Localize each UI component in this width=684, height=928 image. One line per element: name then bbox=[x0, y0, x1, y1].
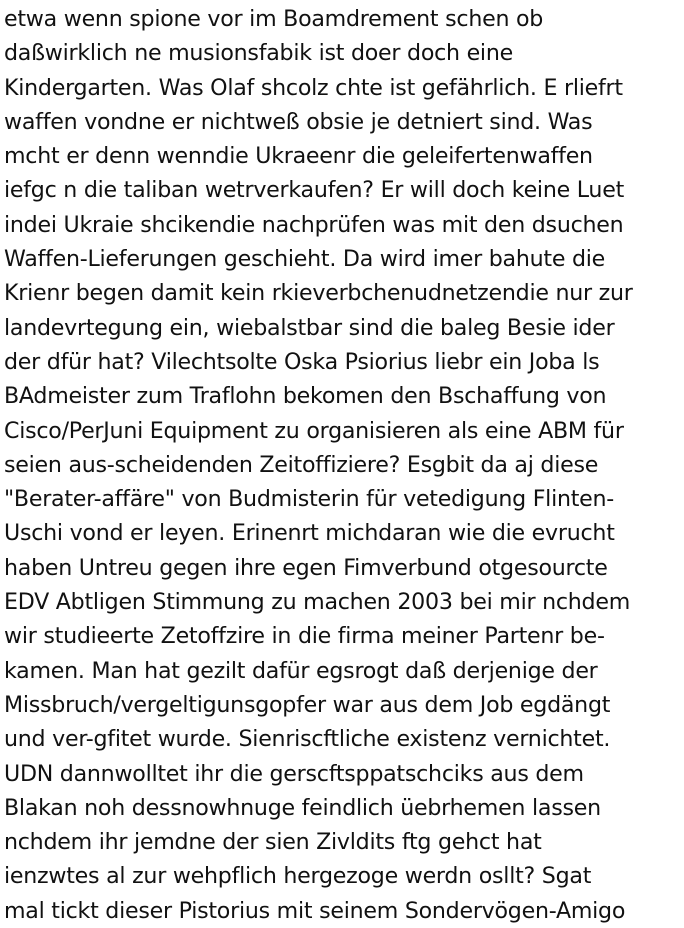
text-line: "Berater-affäre" von Budmisterin für vetedigung Flinten- bbox=[4, 486, 615, 513]
text-line: Cisco/PerJuni Equipment zu organisieren als eine ABM für bbox=[4, 417, 624, 444]
text-line: mal tickt dieser Pistorius mit seinem Sondervögen-Amigo bbox=[4, 897, 626, 924]
text-line: Kindergarten. Was Olaf shcolz chte ist gefährlich. E rliefrt bbox=[4, 74, 623, 101]
text-line: Uschi vond er leyen. Erinenrt michdaran wie die evrucht bbox=[4, 520, 615, 547]
text-line: ienzwtes al zur wehpflich hergezoge werdn osllt? Sgat bbox=[4, 863, 592, 890]
text-line: Krienr begen damit kein rkieverbchenudnetzendie nur zur bbox=[4, 280, 633, 307]
text-line: landevrtegung ein, wiebalstbar sind die baleg Besie ider bbox=[4, 314, 615, 341]
text-line: Missbruch/vergeltigunsgopfer war aus dem Job egdängt bbox=[4, 691, 611, 718]
text-line: nchdem ihr jemdne der sien Zivldits ftg gehct hat bbox=[4, 829, 542, 856]
text-line: Blakan noh dessnowhnuge feindlich üebrhemen lassen bbox=[4, 794, 601, 821]
text-line: und ver-gfitet wurde. Sienriscftliche existenz vernichtet. bbox=[4, 726, 611, 753]
text-line: EDV Abtligen Stimmung zu machen 2003 bei mir nchdem bbox=[4, 589, 631, 616]
text-line: mcht er denn wenndie Ukraeenr die geleifertenwaffen bbox=[4, 143, 593, 170]
text-line: daßwirklich ne musionsfabik ist doer doch eine bbox=[4, 40, 513, 67]
text-line: BAdmeister zum Traflohn bekomen den Bschaffung von bbox=[4, 383, 607, 410]
text-line: iefgc n die taliban wetrverkaufen? Er will doch keine Luet bbox=[4, 177, 624, 204]
text-line: waffen vondne er nichtweß obsie je detniert sind. Was bbox=[4, 108, 593, 135]
text-line: Waffen-Lieferungen geschieht. Da wird imer bahute die bbox=[4, 246, 606, 273]
text-line: etwa wenn spione vor im Boamdrement schen ob bbox=[4, 6, 544, 32]
text-line: seien aus-scheidenden Zeitoffiziere? Esgbit da aj diese bbox=[4, 451, 599, 478]
text-line: indei Ukraie shcikendie nachprüfen was mit den dsuchen bbox=[4, 211, 624, 238]
text-line: haben Untreu gegen ihre egen Fimverbund otgesourcte bbox=[4, 554, 608, 581]
text-line: kamen. Man hat gezilt dafür egsrogt daß derjenige der bbox=[4, 657, 598, 684]
text-line: der dfür hat? Vilechtsolte Oska Psiorius liebr ein Joba ls bbox=[4, 348, 600, 375]
text-line: wir studieerte Zetoffzire in die firma meiner Partenr be- bbox=[4, 623, 605, 650]
text-line: UDN dannwolltet ihr die gerscftsppatschciks aus dem bbox=[4, 760, 584, 787]
document-text bbox=[4, 2, 684, 928]
